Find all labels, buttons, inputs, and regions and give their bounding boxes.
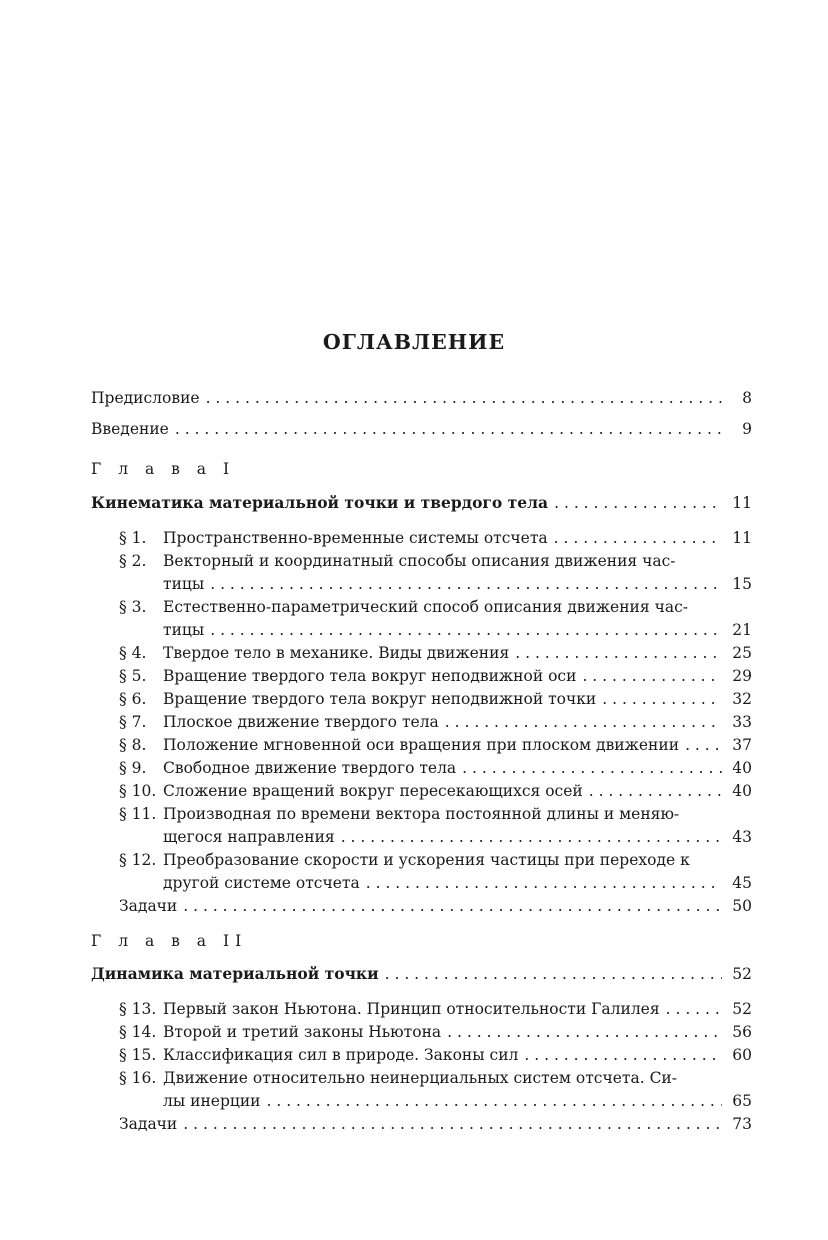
toc-section-entry[interactable]: [119, 803, 752, 849]
leader-dots: [447, 1021, 722, 1043]
toc-section-entry[interactable]: [119, 757, 752, 780]
section-title: Первый закон Ньютона. Принцип относительности Галилея: [163, 1000, 660, 1018]
section-number: § 2.: [119, 552, 147, 570]
section-number: § 16.: [119, 1069, 157, 1087]
section-title: Пространственно-временные системы отсчета: [163, 529, 548, 547]
entry-label: Введение: [91, 420, 169, 438]
leader-dots: [206, 387, 722, 409]
section-number: § 5.: [119, 667, 147, 685]
section-number: § 13.: [119, 1000, 157, 1018]
section-number: § 9.: [119, 759, 147, 777]
entry-page: 43: [732, 828, 752, 846]
entry-page: 50: [732, 897, 752, 915]
chapter-2-heading: Г л а в а II: [91, 932, 248, 950]
entry-page: 33: [732, 713, 752, 731]
problems-label: Задачи: [119, 897, 178, 915]
leader-dots: [554, 492, 722, 514]
chapter-1-heading: Г л а в а I: [91, 460, 236, 478]
section-line: [163, 998, 752, 1020]
toc-section-entry[interactable]: [119, 1067, 752, 1113]
section-number: § 8.: [119, 736, 147, 754]
section-title: Свободное движение твердого тела: [163, 759, 457, 777]
section-line: [163, 1090, 752, 1112]
entry-page: 15: [732, 575, 752, 593]
toc-section-entry[interactable]: [119, 734, 752, 757]
page-title: ОГЛАВЛЕНИЕ: [322, 330, 506, 354]
chapter-title: Динамика материальной точки: [91, 964, 379, 983]
section-line: [163, 642, 752, 664]
section-title: Векторный и координатный способы описания движения час-: [163, 552, 676, 570]
leader-dots: [267, 1090, 723, 1112]
toc-section-entry[interactable]: [119, 998, 752, 1021]
toc-section-entry[interactable]: [119, 1044, 752, 1067]
leader-dots: [183, 1113, 722, 1135]
section-number: § 3.: [119, 598, 147, 616]
section-line: [163, 550, 711, 572]
leader-dots: [582, 665, 722, 687]
section-number: § 1.: [119, 529, 147, 547]
toc-section-entry[interactable]: [119, 1021, 752, 1044]
entry-page: 37: [732, 736, 752, 754]
section-line: [163, 527, 752, 549]
section-number: § 7.: [119, 713, 147, 731]
toc-section-entry[interactable]: [119, 527, 752, 550]
section-line: [163, 1067, 711, 1089]
leader-dots: [462, 757, 722, 779]
entry-page: 65: [732, 1092, 752, 1110]
section-line: [163, 1021, 752, 1043]
section-line: [163, 688, 752, 710]
section-number: § 10.: [119, 782, 157, 800]
section-number: § 11.: [119, 805, 157, 823]
entry-page: 11: [732, 529, 752, 547]
entry-page: 29: [732, 667, 752, 685]
section-line: [163, 1044, 752, 1066]
toc-section-entry[interactable]: [119, 550, 752, 596]
entry-page: 52: [732, 965, 752, 983]
section-title: Движение относительно неинерциальных систем отсчета. Си-: [163, 1069, 678, 1087]
section-line: [163, 619, 752, 641]
section-number: § 4.: [119, 644, 147, 662]
section-line: [163, 757, 752, 779]
section-number: § 6.: [119, 690, 147, 708]
toc-section-entry[interactable]: [119, 711, 752, 734]
entry-page: 21: [732, 621, 752, 639]
section-line: [163, 665, 752, 687]
chapter-title: Кинематика материальной точки и твердого тела: [91, 493, 549, 512]
section-title: Вращение твердого тела вокруг неподвижной точки: [163, 690, 597, 708]
problems-line: [119, 895, 752, 917]
toc-section-entry[interactable]: [119, 642, 752, 665]
entry-page: 9: [742, 420, 752, 438]
section-line: [163, 734, 752, 756]
section-line: [163, 573, 752, 595]
section-title: щегося направления: [163, 828, 335, 846]
section-title: Положение мгновенной оси вращения при плоском движении: [163, 736, 680, 754]
section-title: Твердое тело в механике. Виды движения: [163, 644, 510, 662]
leader-dots: [589, 780, 722, 802]
leader-dots: [524, 1044, 722, 1066]
toc-section-entry[interactable]: [119, 688, 752, 711]
section-line: [163, 872, 752, 894]
section-title: Естественно-параметрический способ описания движения час-: [163, 598, 689, 616]
toc-section-entry[interactable]: [119, 665, 752, 688]
toc-section-entry[interactable]: [119, 849, 752, 895]
section-title: Сложение вращений вокруг пересекающихся осей: [163, 782, 583, 800]
section-title: другой системе отсчета: [163, 874, 360, 892]
entry-label: Предисловие: [91, 389, 200, 407]
section-number: § 14.: [119, 1023, 157, 1041]
leader-dots: [685, 734, 722, 756]
section-title: Вращение твердого тела вокруг неподвижной оси: [163, 667, 577, 685]
leader-dots: [515, 642, 722, 664]
leader-dots: [175, 418, 722, 440]
toc-section-entry[interactable]: [119, 780, 752, 803]
leader-dots: [602, 688, 722, 710]
problems-line: [119, 1113, 752, 1135]
entry-page: 8: [742, 389, 752, 407]
leader-dots: [385, 963, 722, 985]
entry-page: 25: [732, 644, 752, 662]
entry-page: 11: [732, 494, 752, 512]
section-title: лы инерции: [163, 1092, 261, 1110]
leader-dots: [554, 527, 722, 549]
section-number: § 15.: [119, 1046, 157, 1064]
section-title: Второй и третий законы Ньютона: [163, 1023, 442, 1041]
section-title: тицы: [163, 621, 205, 639]
section-title: Плоское движение твердого тела: [163, 713, 439, 731]
section-line: [163, 826, 752, 848]
section-number: § 12.: [119, 851, 157, 869]
section-title: Преобразование скорости и ускорения частицы при переходе к: [163, 851, 690, 869]
entry-page: 40: [732, 759, 752, 777]
entry-page: 45: [732, 874, 752, 892]
section-line: [163, 803, 711, 825]
problems-label: Задачи: [119, 1115, 178, 1133]
section-title: тицы: [163, 575, 205, 593]
section-line: [163, 596, 711, 618]
leader-dots: [666, 998, 722, 1020]
entry-page: 60: [732, 1046, 752, 1064]
entry-page: 56: [732, 1023, 752, 1041]
leader-dots: [445, 711, 722, 733]
section-title: Классификация сил в природе. Законы сил: [163, 1046, 519, 1064]
entry-page: 32: [732, 690, 752, 708]
leader-dots: [183, 895, 722, 917]
section-line: [163, 711, 752, 733]
section-line: [163, 849, 711, 871]
toc-section-entry[interactable]: [119, 596, 752, 642]
leader-dots: [210, 573, 722, 595]
entry-page: 52: [732, 1000, 752, 1018]
section-line: [163, 780, 752, 802]
leader-dots: [210, 619, 722, 641]
section-title: Производная по времени вектора постоянной длины и меняю-: [163, 805, 680, 823]
leader-dots: [366, 872, 722, 894]
entry-page: 40: [732, 782, 752, 800]
leader-dots: [341, 826, 722, 848]
entry-page: 73: [732, 1115, 752, 1133]
